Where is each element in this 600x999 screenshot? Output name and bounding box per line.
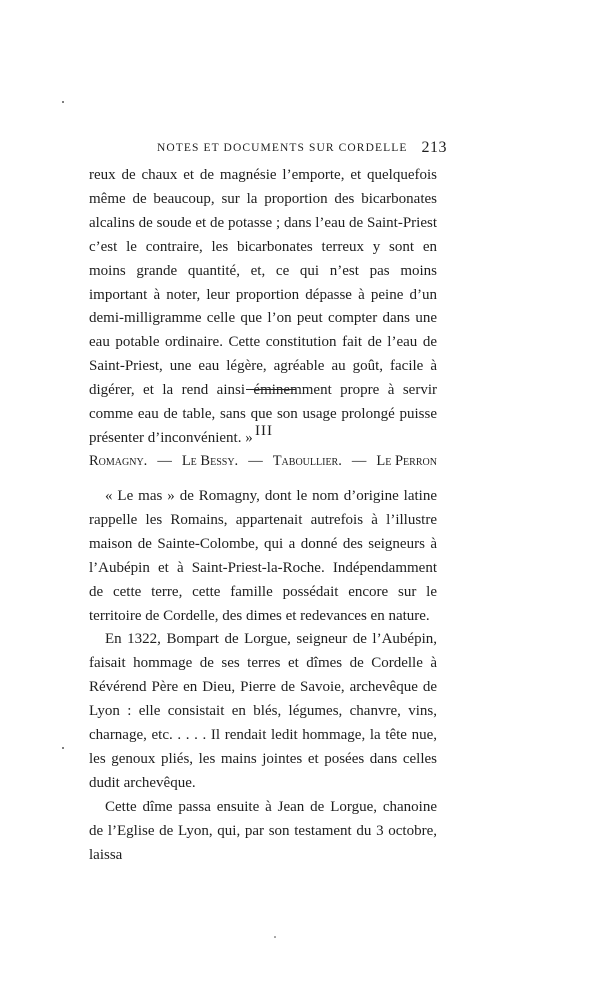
running-head-title: NOTES ET DOCUMENTS SUR CORDELLE [157,142,408,154]
paragraph-text: reux de chaux et de magnésie l’emporte, et quelquefois même de beaucoup, sur la proportion des bicarbonates alcalins de soude et de potasse ; dans l’eau de Saint-Priest c’est le contraire, les bicarbonates terreux y sont en moins grande quantité, et, ce qui n’est pas moins important à noter, leur proportion dépasse à peine d’un demi-milligramme celle que l’on peut compter dans une eau potable ordinaire. Cette constitution fait de l’eau de Saint-Priest, une eau légère, agréable au goût, facile à digérer, et la rend ainsi éminemment propre à servir comme eau de table, sans que son usage prolongé puisse présenter d’inconvénient. » [89,167,437,446]
heading-dash: — [248,453,263,469]
print-speck [62,747,64,749]
heading-dash: — [157,453,172,469]
print-speck [62,101,64,103]
section-number: III [255,423,273,439]
section-divider-rule [246,389,296,390]
page-number: 213 [421,139,447,156]
heading-place-bessy: Le Bessy. [181,453,239,469]
paragraph-romagny: « Le mas » de Romagny, dont le nom d’origine latine rappelle les Romains, appartenait autrefois à l’illustre maison de Sainte-Colombe, qui a donné des seigneurs à l’Aubépin et à Saint-Priest-la-Roche. Indépendamment de cette terre, cette famille possédait encore sur le territoire de Cordelle, des dimes et redevances en nature. [89,488,437,624]
section-heading [89,453,437,470]
section-body [89,485,437,868]
heading-place-taboullier: Taboullier. [272,453,342,469]
heading-place-romagny: Romagny. [89,453,148,469]
heading-dash: — [351,453,367,469]
paragraph-dime: Cette dîme passa ensuite à Jean de Lorgue, chanoine de l’Eglise de Lyon, qui, par son testament du 3 octobre, laissa [89,798,437,863]
continued-paragraph [89,164,437,451]
running-head [157,139,447,159]
heading-place-perron: Le Perron [376,453,437,469]
paragraph-1322: En 1322, Bompart de Lorgue, seigneur de l’Aubépin, faisait hommage de ses terres et dîmes de Cordelle à Révérend Père en Dieu, Pierre de Savoie, archevêque de Lyon : elle consistait en blés, légumes, chanvre, vins, charnage, etc. . . . . Il rendait ledit hommage, la tête nue, les genoux pliés, les mains jointes et posées dans celles dudit archevêque. [89,631,437,791]
print-speck [274,936,276,938]
